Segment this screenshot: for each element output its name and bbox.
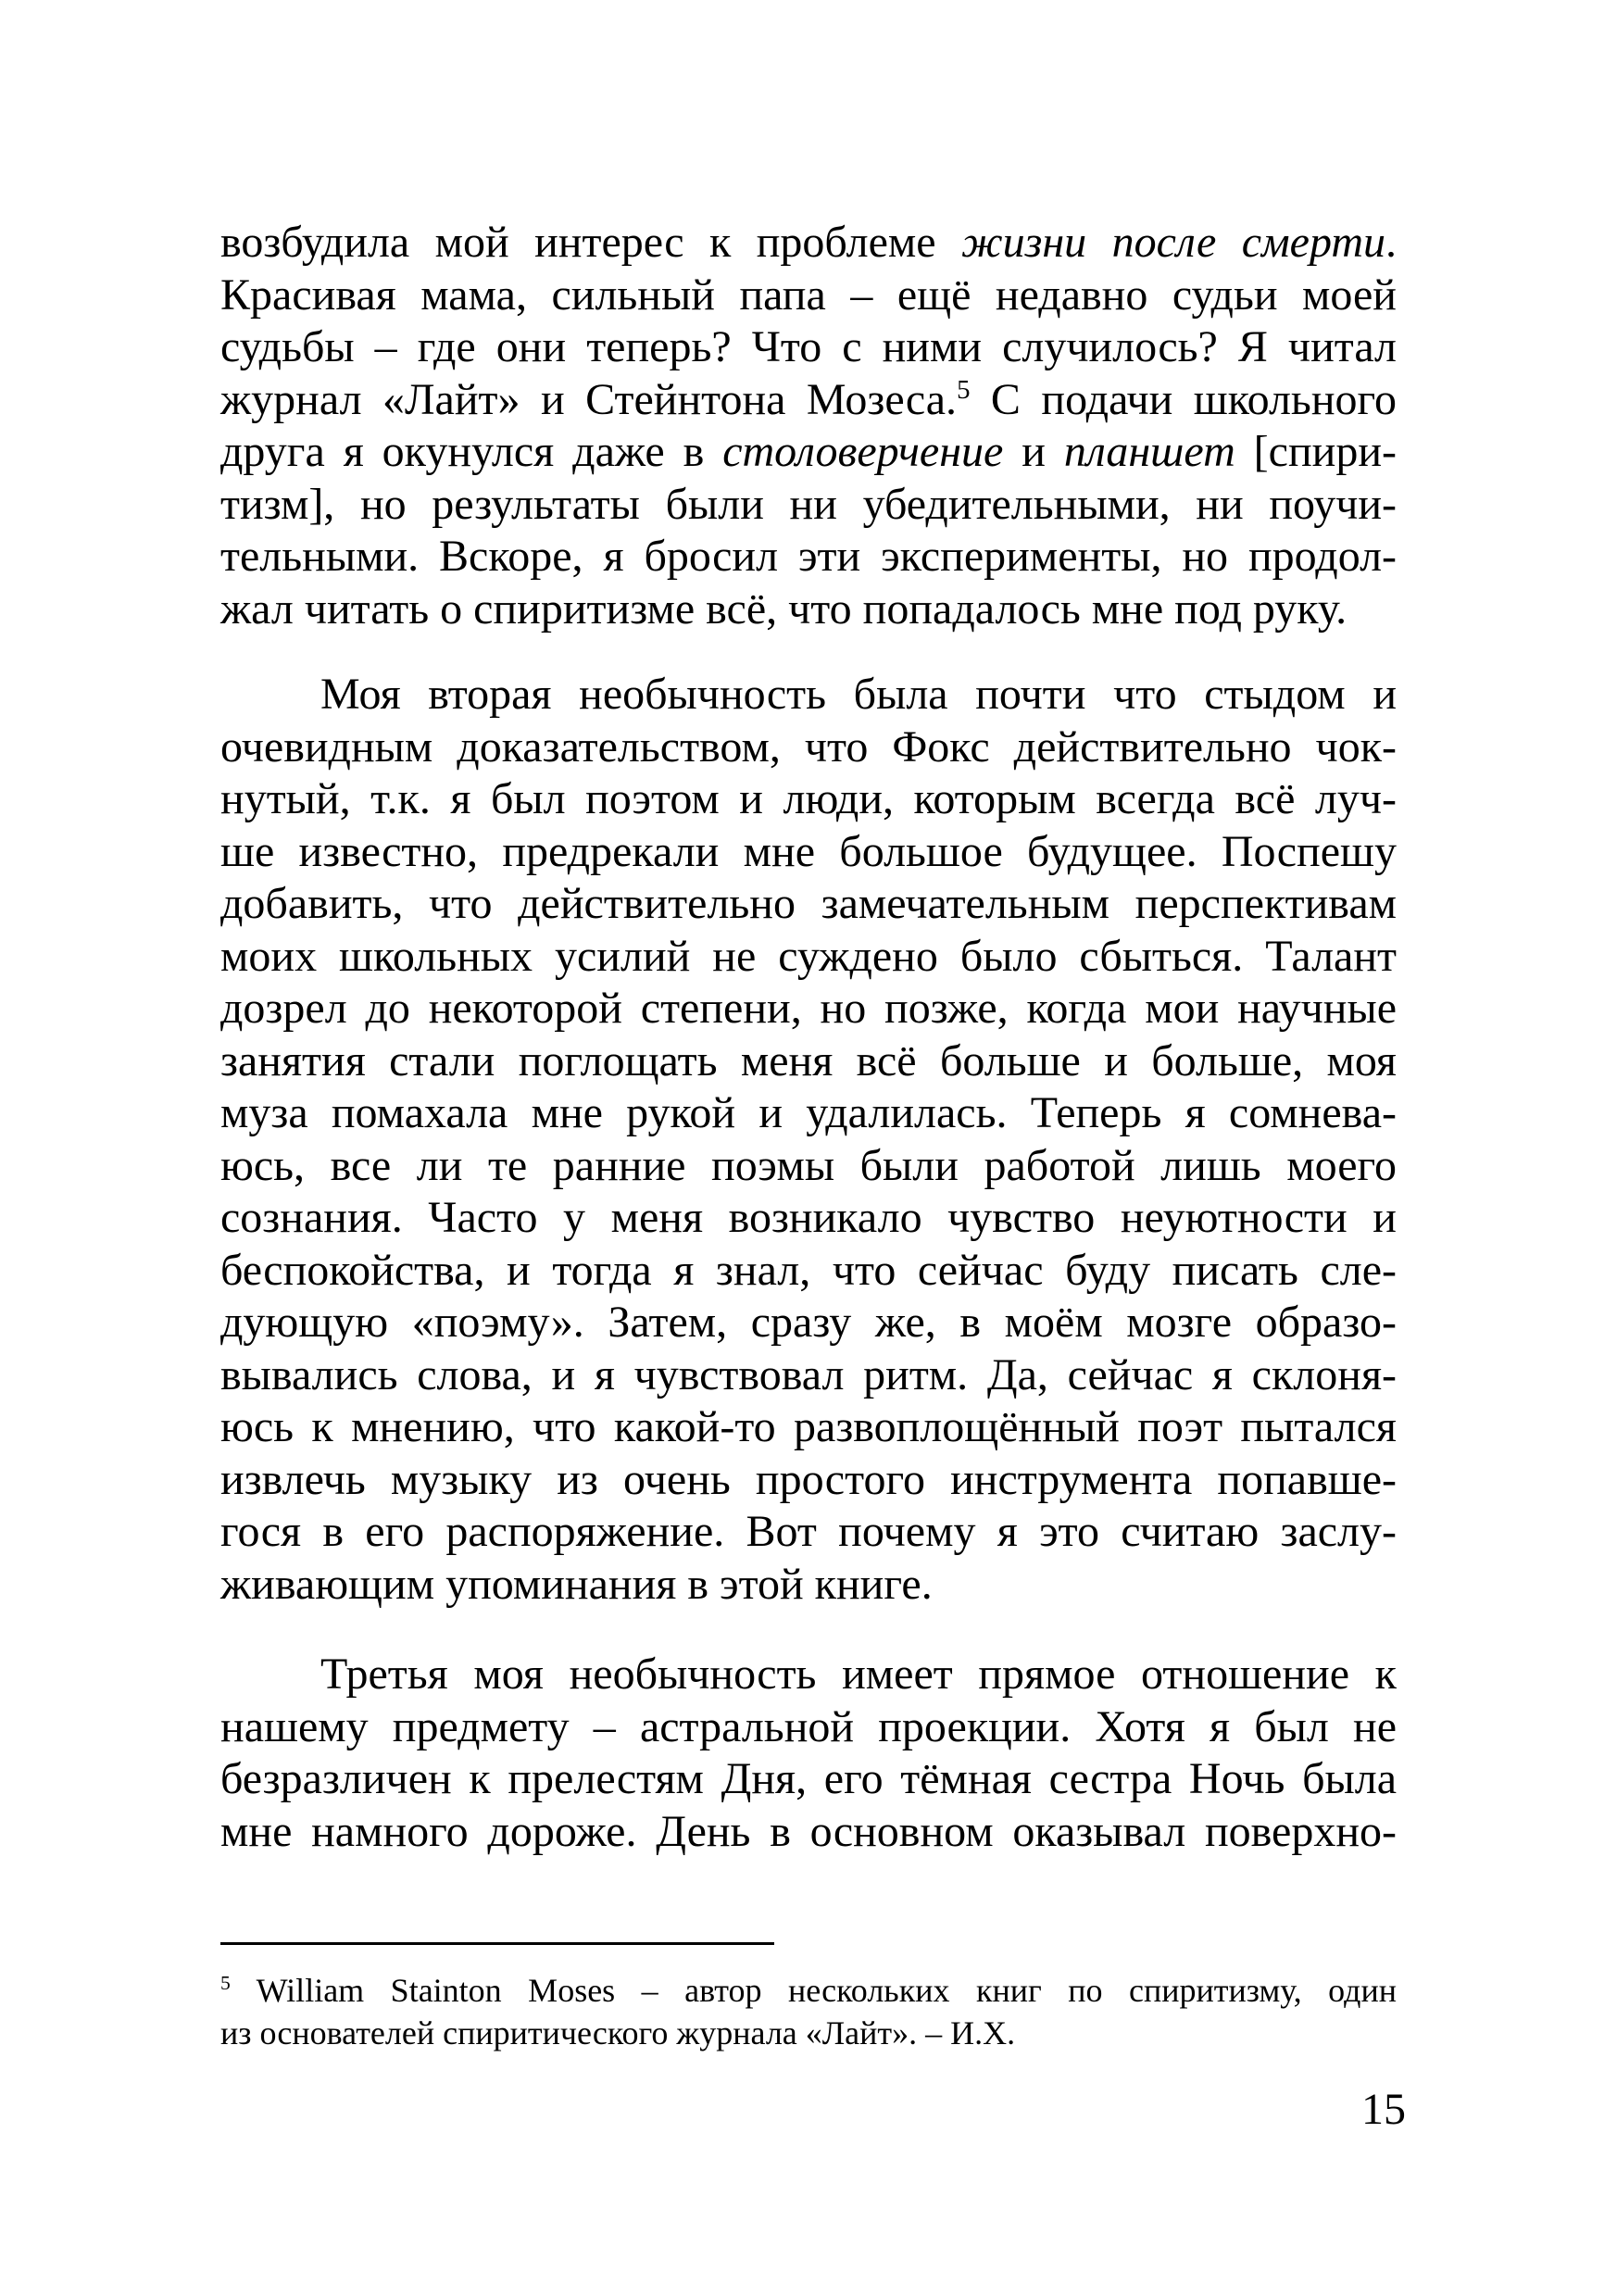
paragraph-1-line-2: Красивая мама, сильный папа – ещё недавно судьи моей [220,270,1397,320]
footnote-separator [220,1942,774,1945]
footnote-marker: 5 [220,1972,231,1994]
paragraph-2-line-17: гося в его распоряжение. Вот почему я это считаю заслу- [220,1507,1397,1556]
page-number: 15 [1361,2085,1406,2134]
footnote-line-1: $^5$ William Stainton Moses – автор нескольких книг по спиритизму, один [220,1972,1397,2009]
paragraph-2-line-14: вывались слова, и я чувствовал ритм. Да, сейчас я склоня- [220,1349,1397,1399]
paragraph-2-line-9: муза помахала мне рукой и удалилась. Теперь я сомнева- [220,1088,1397,1137]
paragraph-1-line-6: тизм], но результаты были ни убедительными, ни поучи- [220,479,1397,529]
paragraph-2-line-5: добавить, что действительно замечательным перспективам [220,879,1397,928]
footnote-reference: 5 [957,374,971,405]
paragraph-1-line-8: жал читать о спиритизме всё, что попадалось мне под руку. [220,583,1348,634]
paragraph-2-line-2: очевидным доказательством, что Фокс действительно чок- [220,721,1397,772]
emphasis-life-after-death: жизни после смерти [960,218,1385,267]
paragraph-2 [220,669,1397,1611]
paragraph-1-line-4: журнал «Лайт» и Стейнтона Мозеса.$^5$ С подачи школьного [220,374,1398,424]
paragraph-1-line-7: тельными. Вскоре, я бросил эти эксперименты, но продол- [220,532,1397,581]
footnote-line-2: из основателей спиритического журнала «Лайт». – И.Х. [220,2014,1016,2051]
paragraph-3-line-1: Третья моя необычность имеет прямое отношение к [320,1650,1397,1699]
paragraph-2-line-8: занятия стали поглощать меня всё больше и больше, моя [220,1035,1397,1085]
paragraph-2-line-12: беспокойства, и тогда я знал, что сейчас буду писать сле- [220,1245,1397,1295]
paragraph-2-line-11: сознания. Часто у меня возникало чувство неуютности и [220,1193,1397,1242]
paragraph-3-line-2: нашему предмету – астральной проекции. Хотя я был не [220,1701,1397,1751]
paragraph-2-line-10: юсь, все ли те ранние поэмы были работой лишь моего [220,1140,1397,1190]
paragraph-2-line-16: извлечь музыку из очень простого инструмента попавше- [220,1454,1397,1504]
emphasis-table-turning: столоверчение [722,427,1004,476]
paragraph-3-line-3: безразличен к прелестям Дня, его тёмная сестра Ночь была [220,1754,1397,1803]
paragraph-2-line-6: моих школьных усилий не суждено было сбыться. Талант [220,931,1397,981]
paragraph-2-line-18: живающим упоминания в этой книге. [220,1559,933,1609]
paragraph-1 [220,217,1397,635]
emphasis-planchette: планшет [1063,427,1235,476]
paragraph-1-line-1: возбудила мой интерес к проблеме жизни после смерти. [220,218,1397,267]
paragraph-1-line-3: судьбы – где они теперь? Что с ними случилось? Я читал [220,322,1397,371]
footnote [220,1969,1397,2054]
paragraph-3-line-4: мне намного дороже. День в основном оказывал поверхно- [220,1806,1397,1856]
paragraph-2-line-7: дозрел до некоторой степени, но позже, когда мои научные [220,984,1397,1033]
paragraph-3 [220,1649,1397,1858]
paragraph-2-line-1: Моя вторая необычность была почти что стыдом и [320,670,1397,719]
paragraph-2-line-3: нутый, т.к. я был поэтом и люди, которым всегда всё луч- [220,774,1397,823]
paragraph-2-line-4: ше известно, предрекали мне большое будущее. Поспешу [220,826,1397,876]
paragraph-2-line-15: юсь к мнению, что какой-то развоплощённый поэт пытался [220,1402,1397,1451]
paragraph-1-line-5: друга я окунулся даже в столоверчение и планшет [спири- [220,427,1397,476]
paragraph-2-line-13: дующую «поэму». Затем, сразу же, в моём мозге образо- [220,1298,1397,1347]
